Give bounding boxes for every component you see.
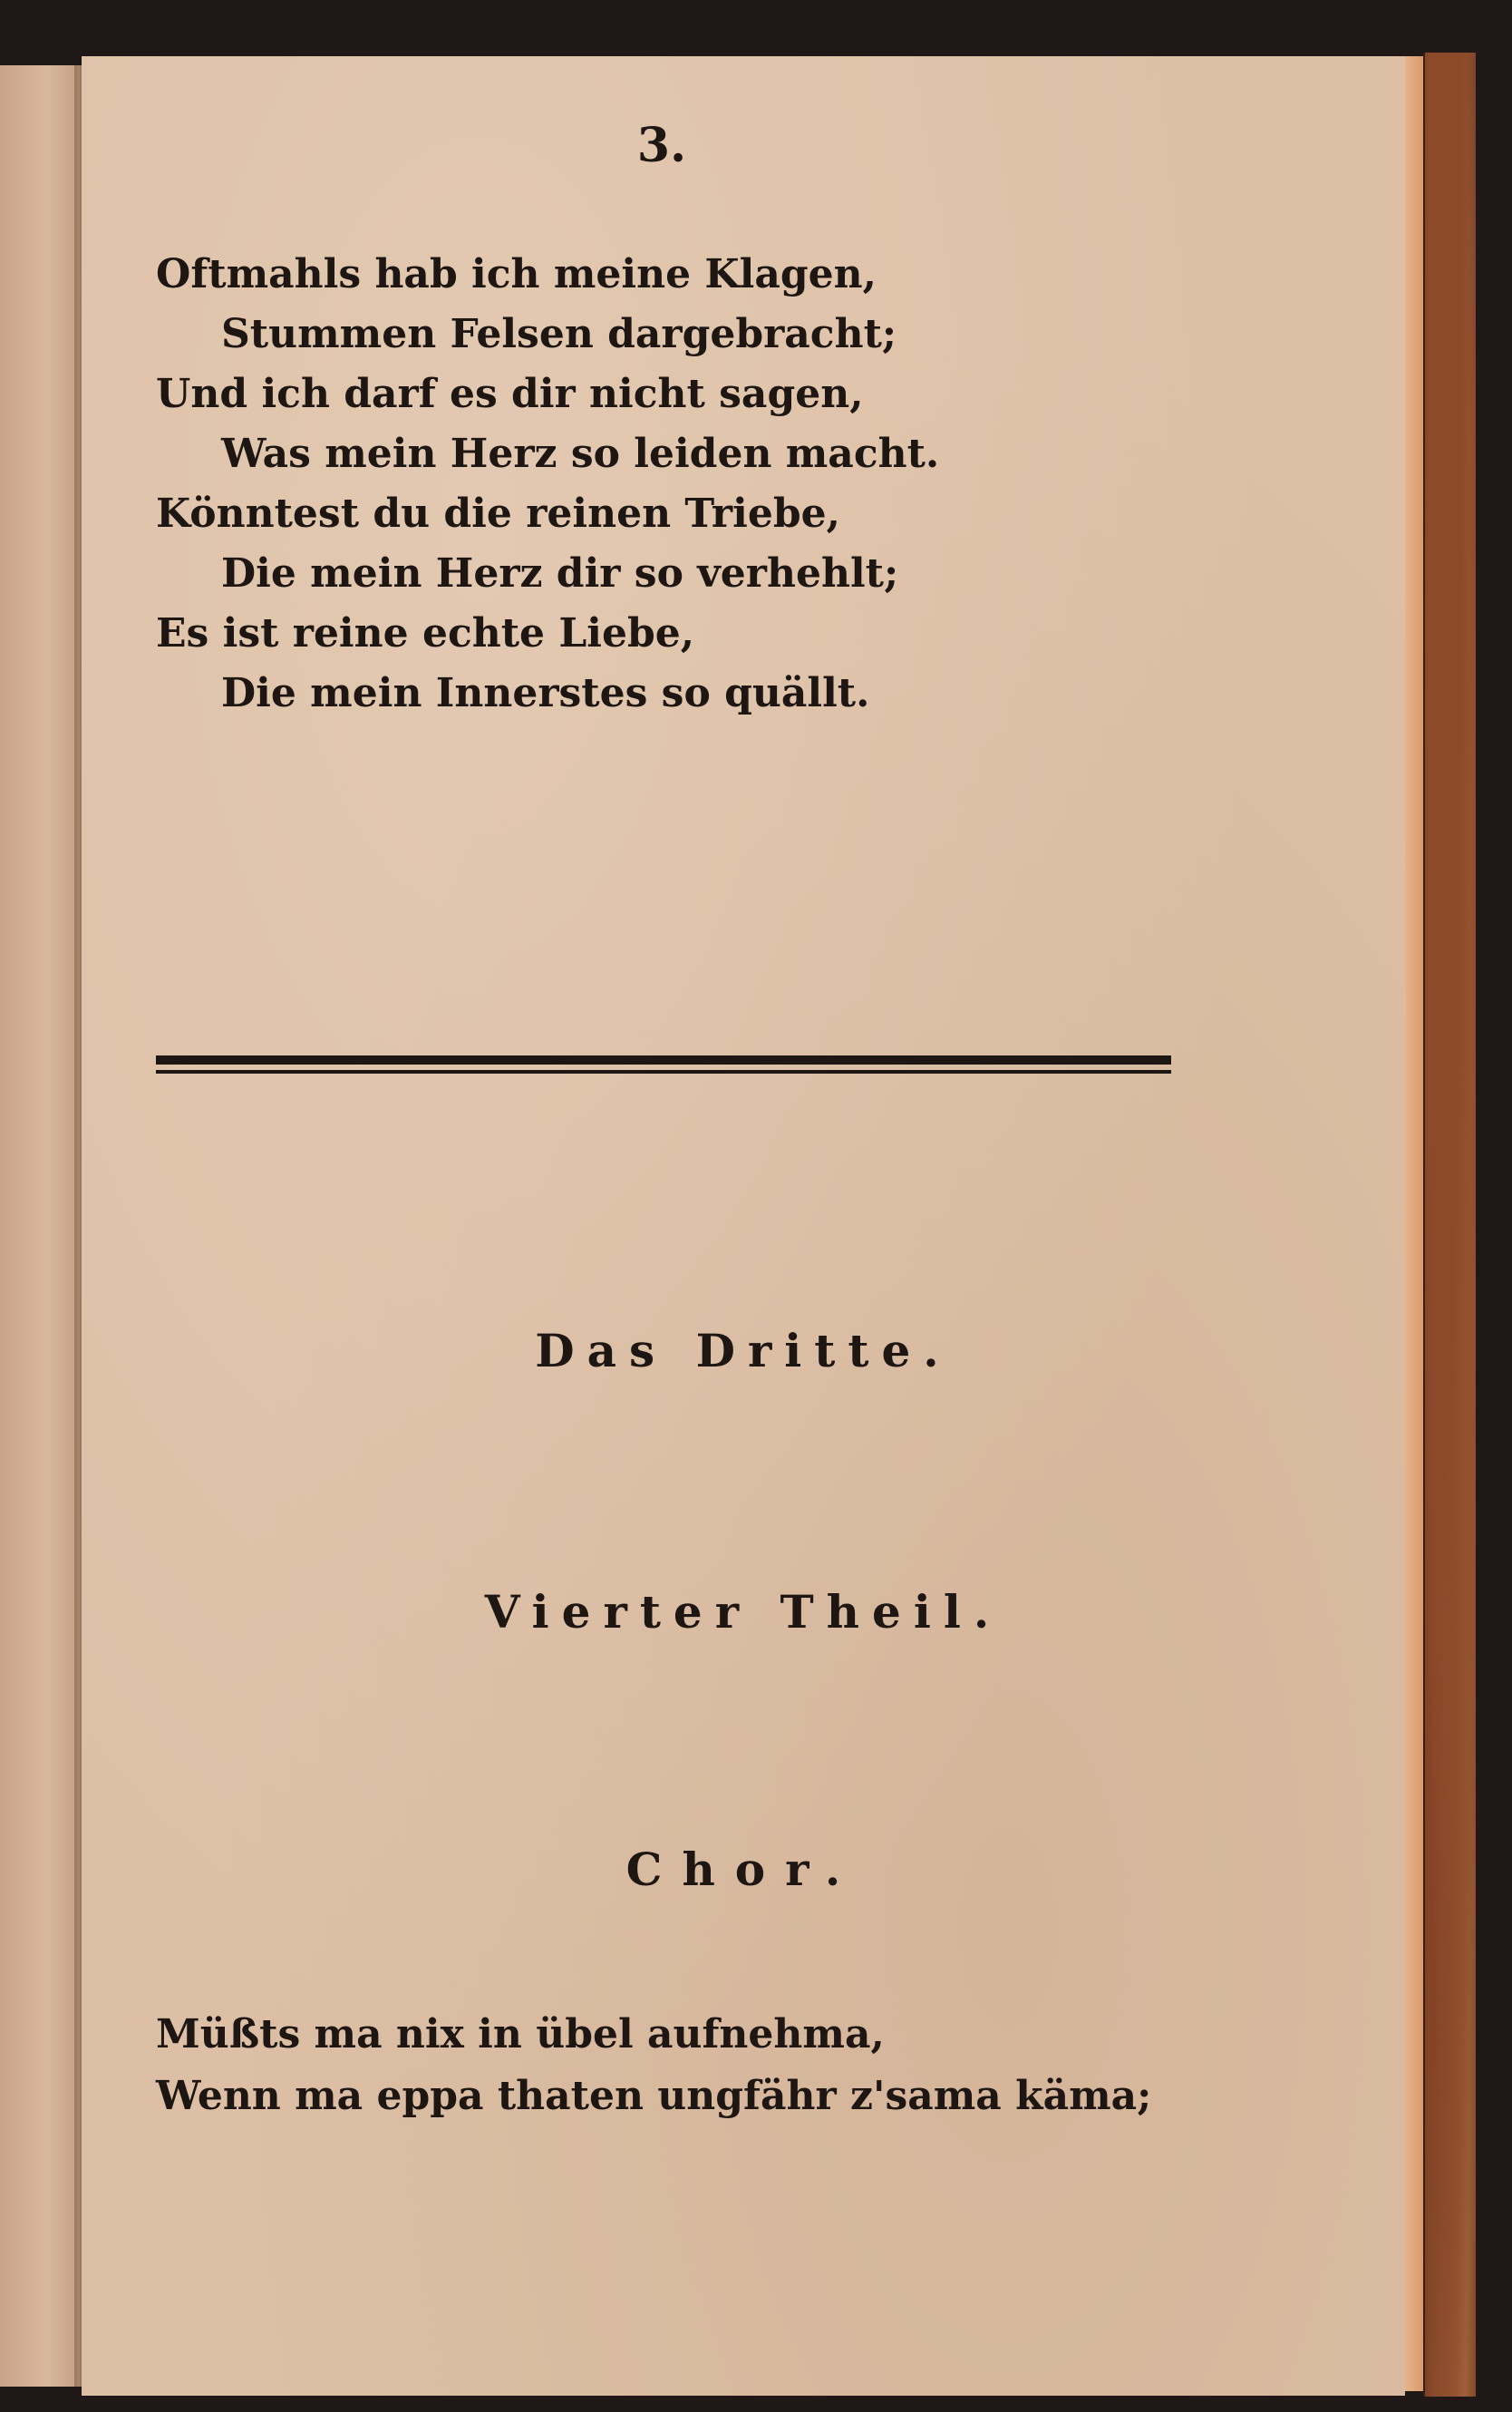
poem-line: Oftmahls hab ich meine Klagen,	[156, 251, 877, 297]
poem-line: Die mein Herz dir so verhehlt;	[221, 550, 899, 597]
facing-page-edge	[0, 65, 82, 2387]
double-rule-divider	[156, 1052, 1171, 1079]
page-block-edge	[1405, 56, 1423, 2391]
poem-line: Die mein Innerstes so quällt.	[221, 670, 870, 716]
poem-line: Könntest du die reinen Triebe,	[156, 491, 840, 537]
page-number: 3.	[636, 118, 687, 173]
chorus-line: Müßts ma nix in übel aufnehma,	[156, 2011, 885, 2057]
poem-line: Was mein Herz so leiden macht.	[221, 431, 940, 477]
chorus-line: Wenn ma eppa thaten ungfähr z'sama käma;	[156, 2073, 1152, 2119]
marbled-cover	[1423, 53, 1476, 2397]
poem-line: Und ich darf es dir nicht sagen,	[156, 371, 864, 417]
part-heading: Vierter Theil.	[484, 1585, 1003, 1639]
chorus-text	[156, 2004, 1244, 2127]
poem-line: Es ist reine echte Liebe,	[156, 610, 695, 656]
section-heading: Das Dritte.	[535, 1324, 952, 1377]
rule-thin-line	[156, 1070, 1171, 1074]
chorus-heading: Chor.	[625, 1843, 861, 1896]
poem-stanza	[156, 245, 1062, 724]
poem-line: Stummen Felsen dargebracht;	[221, 311, 897, 357]
rule-thick-line	[156, 1055, 1171, 1065]
